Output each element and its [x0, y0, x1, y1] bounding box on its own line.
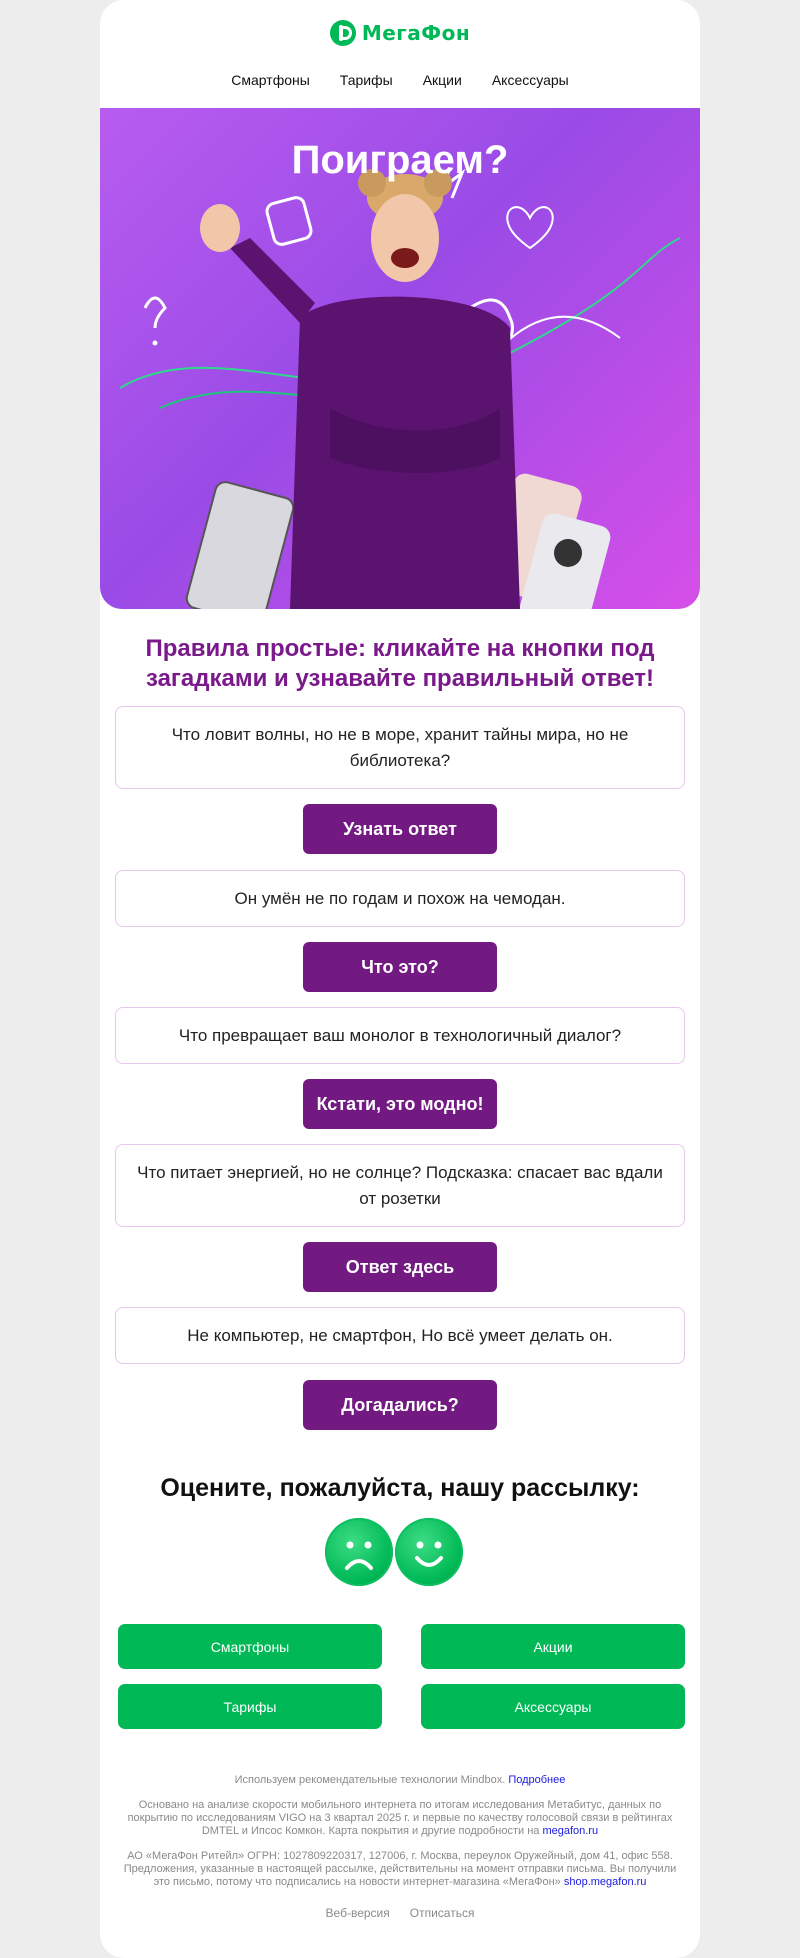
rating-title: Оцените, пожалуйста, нашу рассылку: — [160, 1474, 640, 1502]
riddle-2-answer-button[interactable]: Что это? — [303, 942, 497, 992]
riddle-5-answer-button[interactable]: Догадались? — [303, 1380, 497, 1430]
top-nav — [100, 72, 700, 88]
riddle-1-question: Что ловит волны, но не в море, хранит тайны мира, но не библиотека? — [115, 706, 685, 789]
header — [100, 0, 700, 108]
riddle-1-answer-button[interactable]: Узнать ответ — [303, 804, 497, 854]
category-promotions-button[interactable]: Акции — [421, 1624, 685, 1669]
riddle-4-question: Что питает энергией, но не солнце? Подсказка: спасает вас вдали от розетки — [115, 1144, 685, 1227]
email-card — [100, 0, 700, 1958]
riddle-4-answer-button[interactable]: Ответ здесь — [303, 1242, 497, 1292]
category-tariffs-button[interactable]: Тарифы — [118, 1684, 382, 1729]
category-accessories-button[interactable]: Аксессуары — [421, 1684, 685, 1729]
mindbox-note — [120, 1774, 680, 1787]
riddle-2-question: Он умён не по годам и похож на чемодан. — [115, 870, 685, 927]
nav-tariffs[interactable]: Тарифы — [339, 72, 393, 88]
speed-disclaimer — [120, 1799, 680, 1838]
mindbox-text: Используем рекомендательные технологии Mindbox. — [234, 1774, 506, 1786]
footer-links — [100, 1906, 700, 1920]
nav-accessories[interactable]: Аксессуары — [491, 72, 569, 88]
megafon-link[interactable]: megafon.ru — [542, 1825, 599, 1837]
riddle-3-answer-button[interactable]: Кстати, это модно! — [303, 1079, 497, 1129]
web-version-link[interactable]: Веб-версия — [325, 1906, 390, 1920]
rules-title: Правила простые: кликайте на кнопки под загадками и узнавайте правильный ответ! — [145, 635, 655, 692]
megafon-logo[interactable] — [100, 20, 700, 46]
megafon-logo-icon — [330, 20, 356, 46]
category-smartphones-button[interactable]: Смартфоны — [118, 1624, 382, 1669]
nav-promotions[interactable]: Акции — [422, 72, 462, 88]
mindbox-more-link[interactable]: Подробнее — [508, 1774, 566, 1786]
sad-face-icon[interactable] — [325, 1518, 393, 1586]
riddle-3-question: Что превращает ваш монолог в технологичный диалог? — [115, 1007, 685, 1064]
hero-illustration — [100, 108, 700, 609]
hero-banner[interactable] — [100, 108, 700, 609]
logo-text: МегаФон — [361, 21, 471, 45]
speed-text: Основано на анализе скорости мобильного интернета по итогам исследования Метабитус, данных по покрытию по исследованиям VIGO на 3 квартал 2025 г. и первые по качеству голосовой связи в рейтингах DMTEL и Ипсос Комкон. Карта покрытия и другие подробности на — [127, 1799, 673, 1837]
rating-faces — [325, 1518, 463, 1586]
hero-title: Поиграем? — [291, 138, 509, 182]
legal-text: АО «МегаФон Ритейл» ОГРН: 1027809220317, 127006, г. Москва, переулок Оружейный, дом 41, офис 558. Предложения, указанные в настоящей рассылке, действительны на момент отправки письма. Вы получили это письмо, потому что подписались на новости интернет-магазина «МегаФон» — [123, 1850, 677, 1888]
nav-smartphones[interactable]: Смартфоны — [231, 72, 310, 88]
happy-face-icon[interactable] — [395, 1518, 463, 1586]
shop-megafon-link[interactable]: shop.megafon.ru — [563, 1876, 647, 1888]
unsubscribe-link[interactable]: Отписаться — [409, 1906, 475, 1920]
riddle-5-question: Не компьютер, не смартфон, Но всё умеет делать он. — [115, 1307, 685, 1364]
legal-disclaimer — [120, 1850, 680, 1889]
